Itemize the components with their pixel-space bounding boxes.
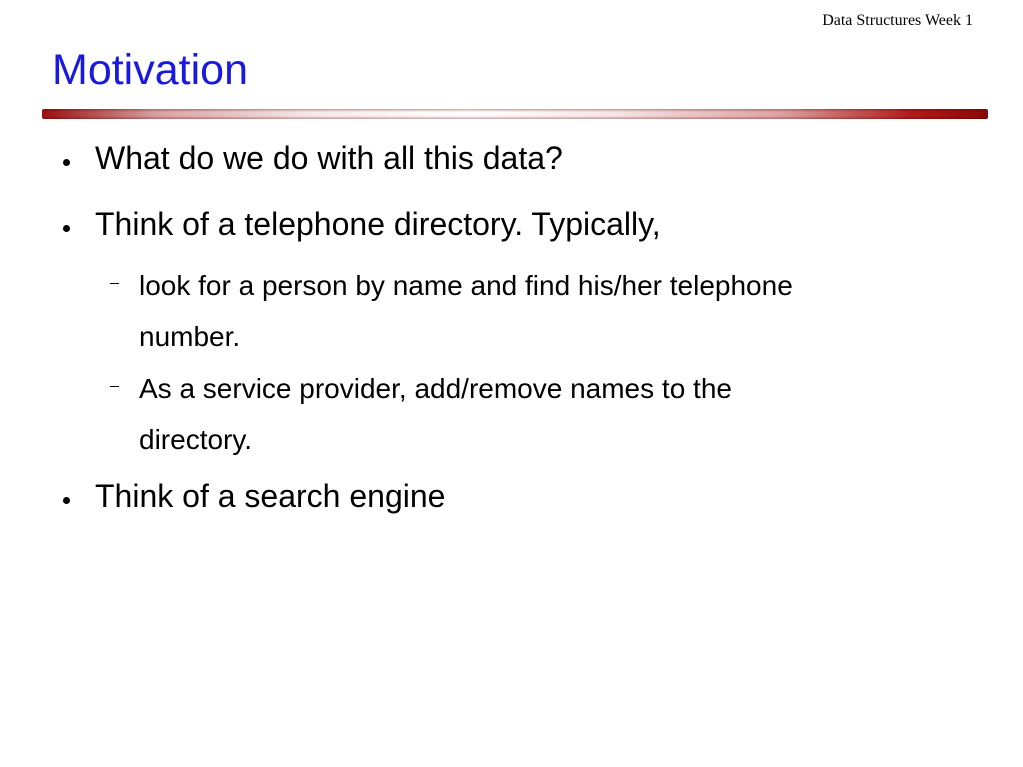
title-divider <box>42 109 988 119</box>
slide-title: Motivation <box>52 46 248 94</box>
sub-bullet-line: look for a person by name and find his/her telephone <box>139 270 793 301</box>
bullet-item <box>0 204 1023 244</box>
dash-icon <box>110 283 119 284</box>
bullet-item <box>0 138 1023 178</box>
bullet-text: Think of a search engine <box>95 478 446 514</box>
header-course-label: Data Structures Week 1 <box>822 12 973 29</box>
sub-bullet-text <box>139 363 939 465</box>
sub-bullet-line: directory. <box>139 424 253 455</box>
bullet-dot-icon <box>63 225 70 232</box>
bullet-text: What do we do with all this data? <box>95 140 563 176</box>
sub-bullet-text <box>139 260 939 362</box>
bullet-item <box>0 476 1023 516</box>
bullet-dot-icon <box>63 497 70 504</box>
sub-bullet-line: number. <box>139 321 241 352</box>
bullet-text: Think of a telephone directory. Typically, <box>95 206 661 242</box>
dash-icon <box>110 386 119 387</box>
sub-bullet-line: As a service provider, add/remove names to the <box>139 373 732 404</box>
bullet-dot-icon <box>63 159 70 166</box>
